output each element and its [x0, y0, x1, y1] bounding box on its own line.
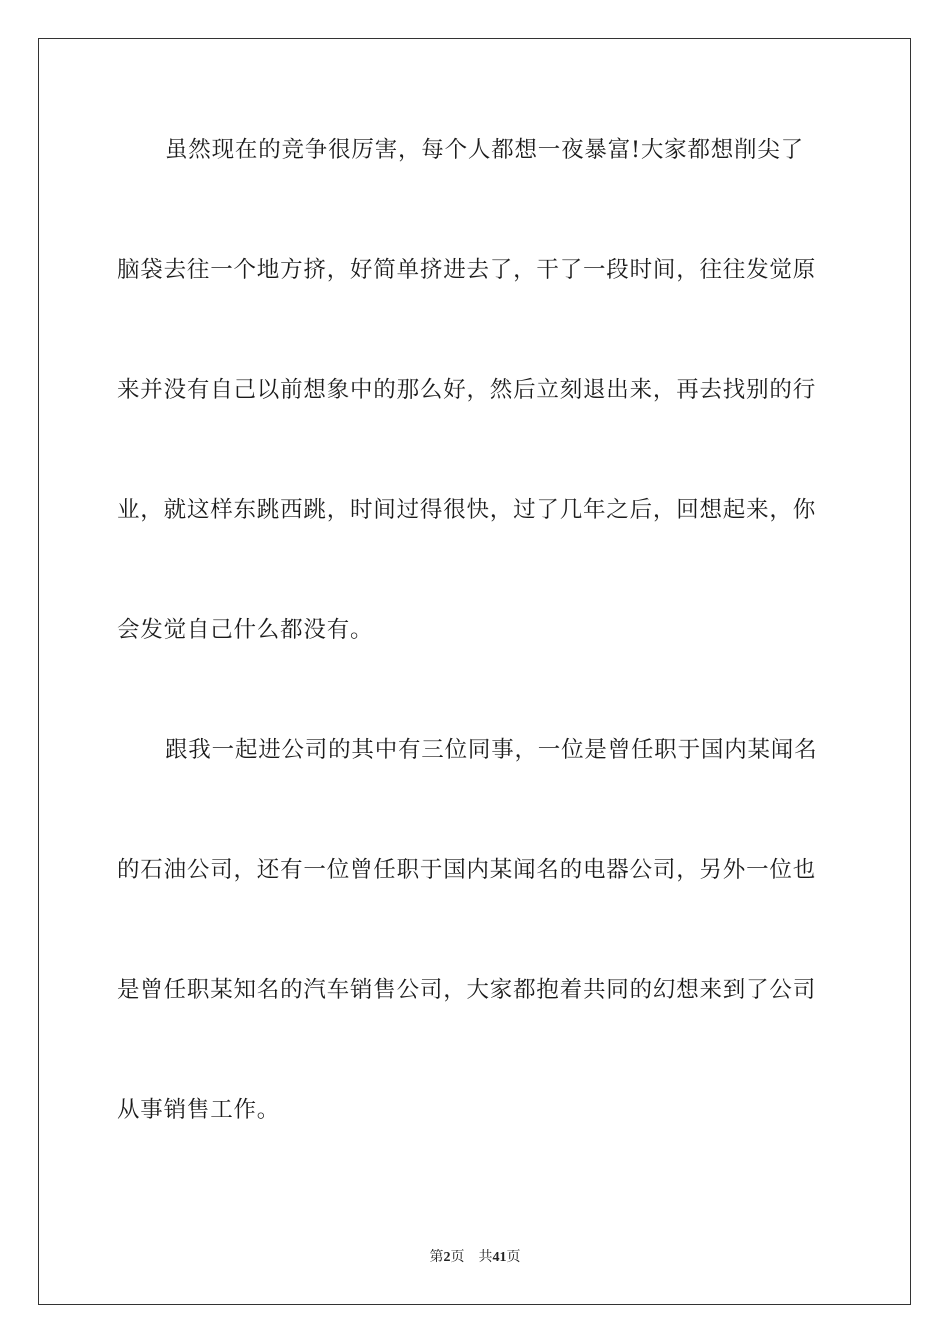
text-line: 会发觉自己什么都没有。 [117, 617, 374, 643]
text-line: 脑袋去往一个地方挤，好简单挤进去了，干了一段时间，往往发觉原 [117, 257, 817, 283]
paragraph-2 [117, 720, 833, 1200]
page-prefix: 第 [429, 1250, 444, 1265]
text-line: 业，就这样东跳西跳，时间过得很快，过了几年之后，回想起来，你 [117, 497, 817, 523]
text-line: 虽然现在的竞争很厉害，每个人都想一夜暴富!大家都想削尖了 [165, 137, 804, 163]
text-line: 是曾任职某知名的汽车销售公司，大家都抱着共同的幻想来到了公司 [117, 977, 817, 1003]
total-suffix: 页 [506, 1250, 521, 1265]
total-pages: 41 [492, 1250, 507, 1265]
page-number: 2 [443, 1250, 451, 1265]
text-line: 来并没有自己以前想象中的那么好，然后立刻退出来，再去找别的行 [117, 377, 817, 403]
total-prefix: 共 [478, 1250, 493, 1265]
paragraph-1 [117, 120, 833, 720]
document-body [117, 120, 833, 1200]
text-line: 从事销售工作。 [117, 1097, 281, 1123]
page-suffix: 页 [450, 1250, 465, 1265]
text-line: 的石油公司，还有一位曾任职于国内某闻名的电器公司，另外一位也 [117, 857, 817, 883]
text-line: 跟我一起进公司的其中有三位同事，一位是曾任职于国内某闻名 [165, 737, 818, 763]
page-footer [0, 1246, 950, 1266]
